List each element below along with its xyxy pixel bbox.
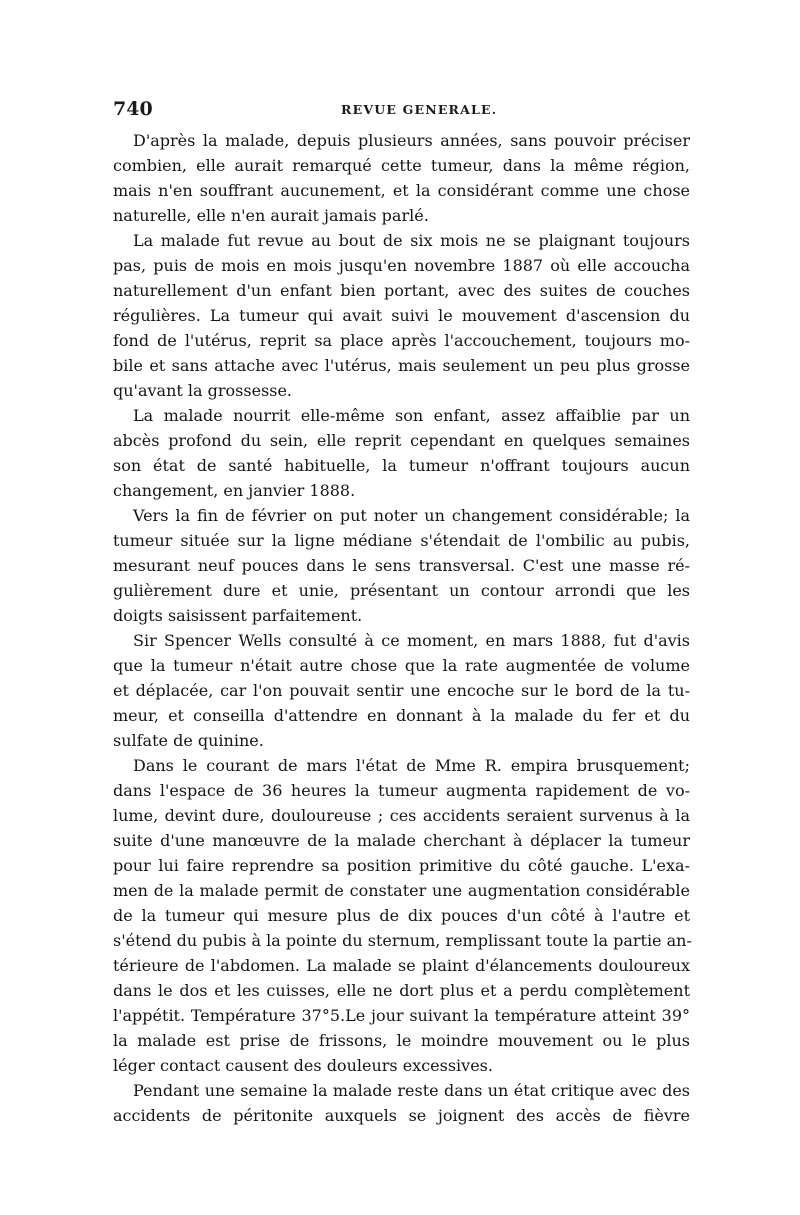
text-line: la malade est prise de frissons, le moindre mouvement ou le plus <box>113 1031 690 1050</box>
paragraph <box>113 403 690 503</box>
text-line: pour lui faire reprendre sa position primitive du côté gauche. L'exa- <box>113 856 690 875</box>
text-line: naturelle, elle n'en aurait jamais parlé. <box>113 206 429 225</box>
text-line: meur, et conseilla d'attendre en donnant à la malade du fer et du <box>113 706 690 725</box>
page-header <box>113 98 690 124</box>
text-line: mesurant neuf pouces dans le sens transversal. C'est une masse ré- <box>113 556 690 575</box>
text-line: changement, en janvier 1888. <box>113 481 356 500</box>
running-head: REVUE GENERALE. <box>341 102 498 117</box>
text-line: men de la malade permit de constater une augmentation considérable <box>113 881 690 900</box>
text-line: naturellement d'un enfant bien portant, avec des suites de couches <box>113 281 690 300</box>
text-line: que la tumeur n'était autre chose que la rate augmentée de volume <box>113 656 690 675</box>
text-line: et déplacée, car l'on pouvait sentir une encoche sur le bord de la tu- <box>113 681 690 700</box>
text-line: abcès profond du sein, elle reprit cependant en quelques semaines <box>113 431 690 450</box>
text-line: qu'avant la grossesse. <box>113 381 293 400</box>
text-line: lume, devint dure, douloureuse ; ces accidents seraient survenus à la <box>113 806 690 825</box>
paragraph <box>113 128 690 228</box>
paragraph <box>113 503 690 628</box>
text-line: doigts saisissent parfaitement. <box>113 606 363 625</box>
text-line: térieure de l'abdomen. La malade se plaint d'élancements douloureux <box>113 956 690 975</box>
text-line: pas, puis de mois en mois jusqu'en novembre 1887 où elle accoucha <box>113 256 690 275</box>
text-line: D'après la malade, depuis plusieurs années, sans pouvoir préciser <box>133 131 690 150</box>
text-line: accidents de péritonite auxquels se joignent des accès de fièvre <box>113 1106 690 1125</box>
text-line: combien, elle aurait remarqué cette tumeur, dans la même région, <box>113 156 690 175</box>
text-line: son état de santé habituelle, la tumeur n'offrant toujours aucun <box>113 456 690 475</box>
body-text <box>113 128 690 1128</box>
text-line: de la tumeur qui mesure plus de dix pouces d'un côté à l'autre et <box>113 906 690 925</box>
text-line: Dans le courant de mars l'état de Mme R. empira brusquement; <box>133 756 690 775</box>
paragraph <box>113 1078 690 1128</box>
text-line: régulières. La tumeur qui avait suivi le mouvement d'ascension du <box>113 306 690 325</box>
text-line: tumeur située sur la ligne médiane s'étendait de l'ombilic au pubis, <box>113 531 690 550</box>
text-line: Vers la fin de février on put noter un changement considérable; la <box>133 506 690 525</box>
text-line: dans l'espace de 36 heures la tumeur augmenta rapidement de vo- <box>113 781 690 800</box>
text-line: léger contact causent des douleurs excessives. <box>113 1056 493 1075</box>
text-line: bile et sans attache avec l'utérus, mais seulement un peu plus grosse <box>113 356 690 375</box>
text-line: fond de l'utérus, reprit sa place après l'accouchement, toujours mo- <box>113 331 690 350</box>
text-line: dans le dos et les cuisses, elle ne dort plus et a perdu complètement <box>113 981 690 1000</box>
text-line: Sir Spencer Wells consulté à ce moment, en mars 1888, fut d'avis <box>133 631 690 650</box>
text-line: suite d'une manœuvre de la malade cherchant à déplacer la tumeur <box>113 831 690 850</box>
text-line: gulièrement dure et unie, présentant un contour arrondi que les <box>113 581 690 600</box>
text-line: mais n'en souffrant aucunement, et la considérant comme une chose <box>113 181 690 200</box>
text-line: La malade nourrit elle-même son enfant, assez affaiblie par un <box>133 406 690 425</box>
text-line: Pendant une semaine la malade reste dans un état critique avec des <box>133 1081 690 1100</box>
paragraph <box>113 228 690 403</box>
text-line: s'étend du pubis à la pointe du sternum, remplissant toute la partie an- <box>113 931 692 950</box>
text-line: La malade fut revue au bout de six mois ne se plaignant toujours <box>133 231 690 250</box>
text-line: sulfate de quinine. <box>113 731 264 750</box>
paragraph <box>113 628 690 753</box>
page-number: 740 <box>113 98 153 120</box>
paragraph <box>113 753 690 1078</box>
text-line: l'appétit. Température 37°5.Le jour suivant la température atteint 39° <box>113 1006 690 1025</box>
